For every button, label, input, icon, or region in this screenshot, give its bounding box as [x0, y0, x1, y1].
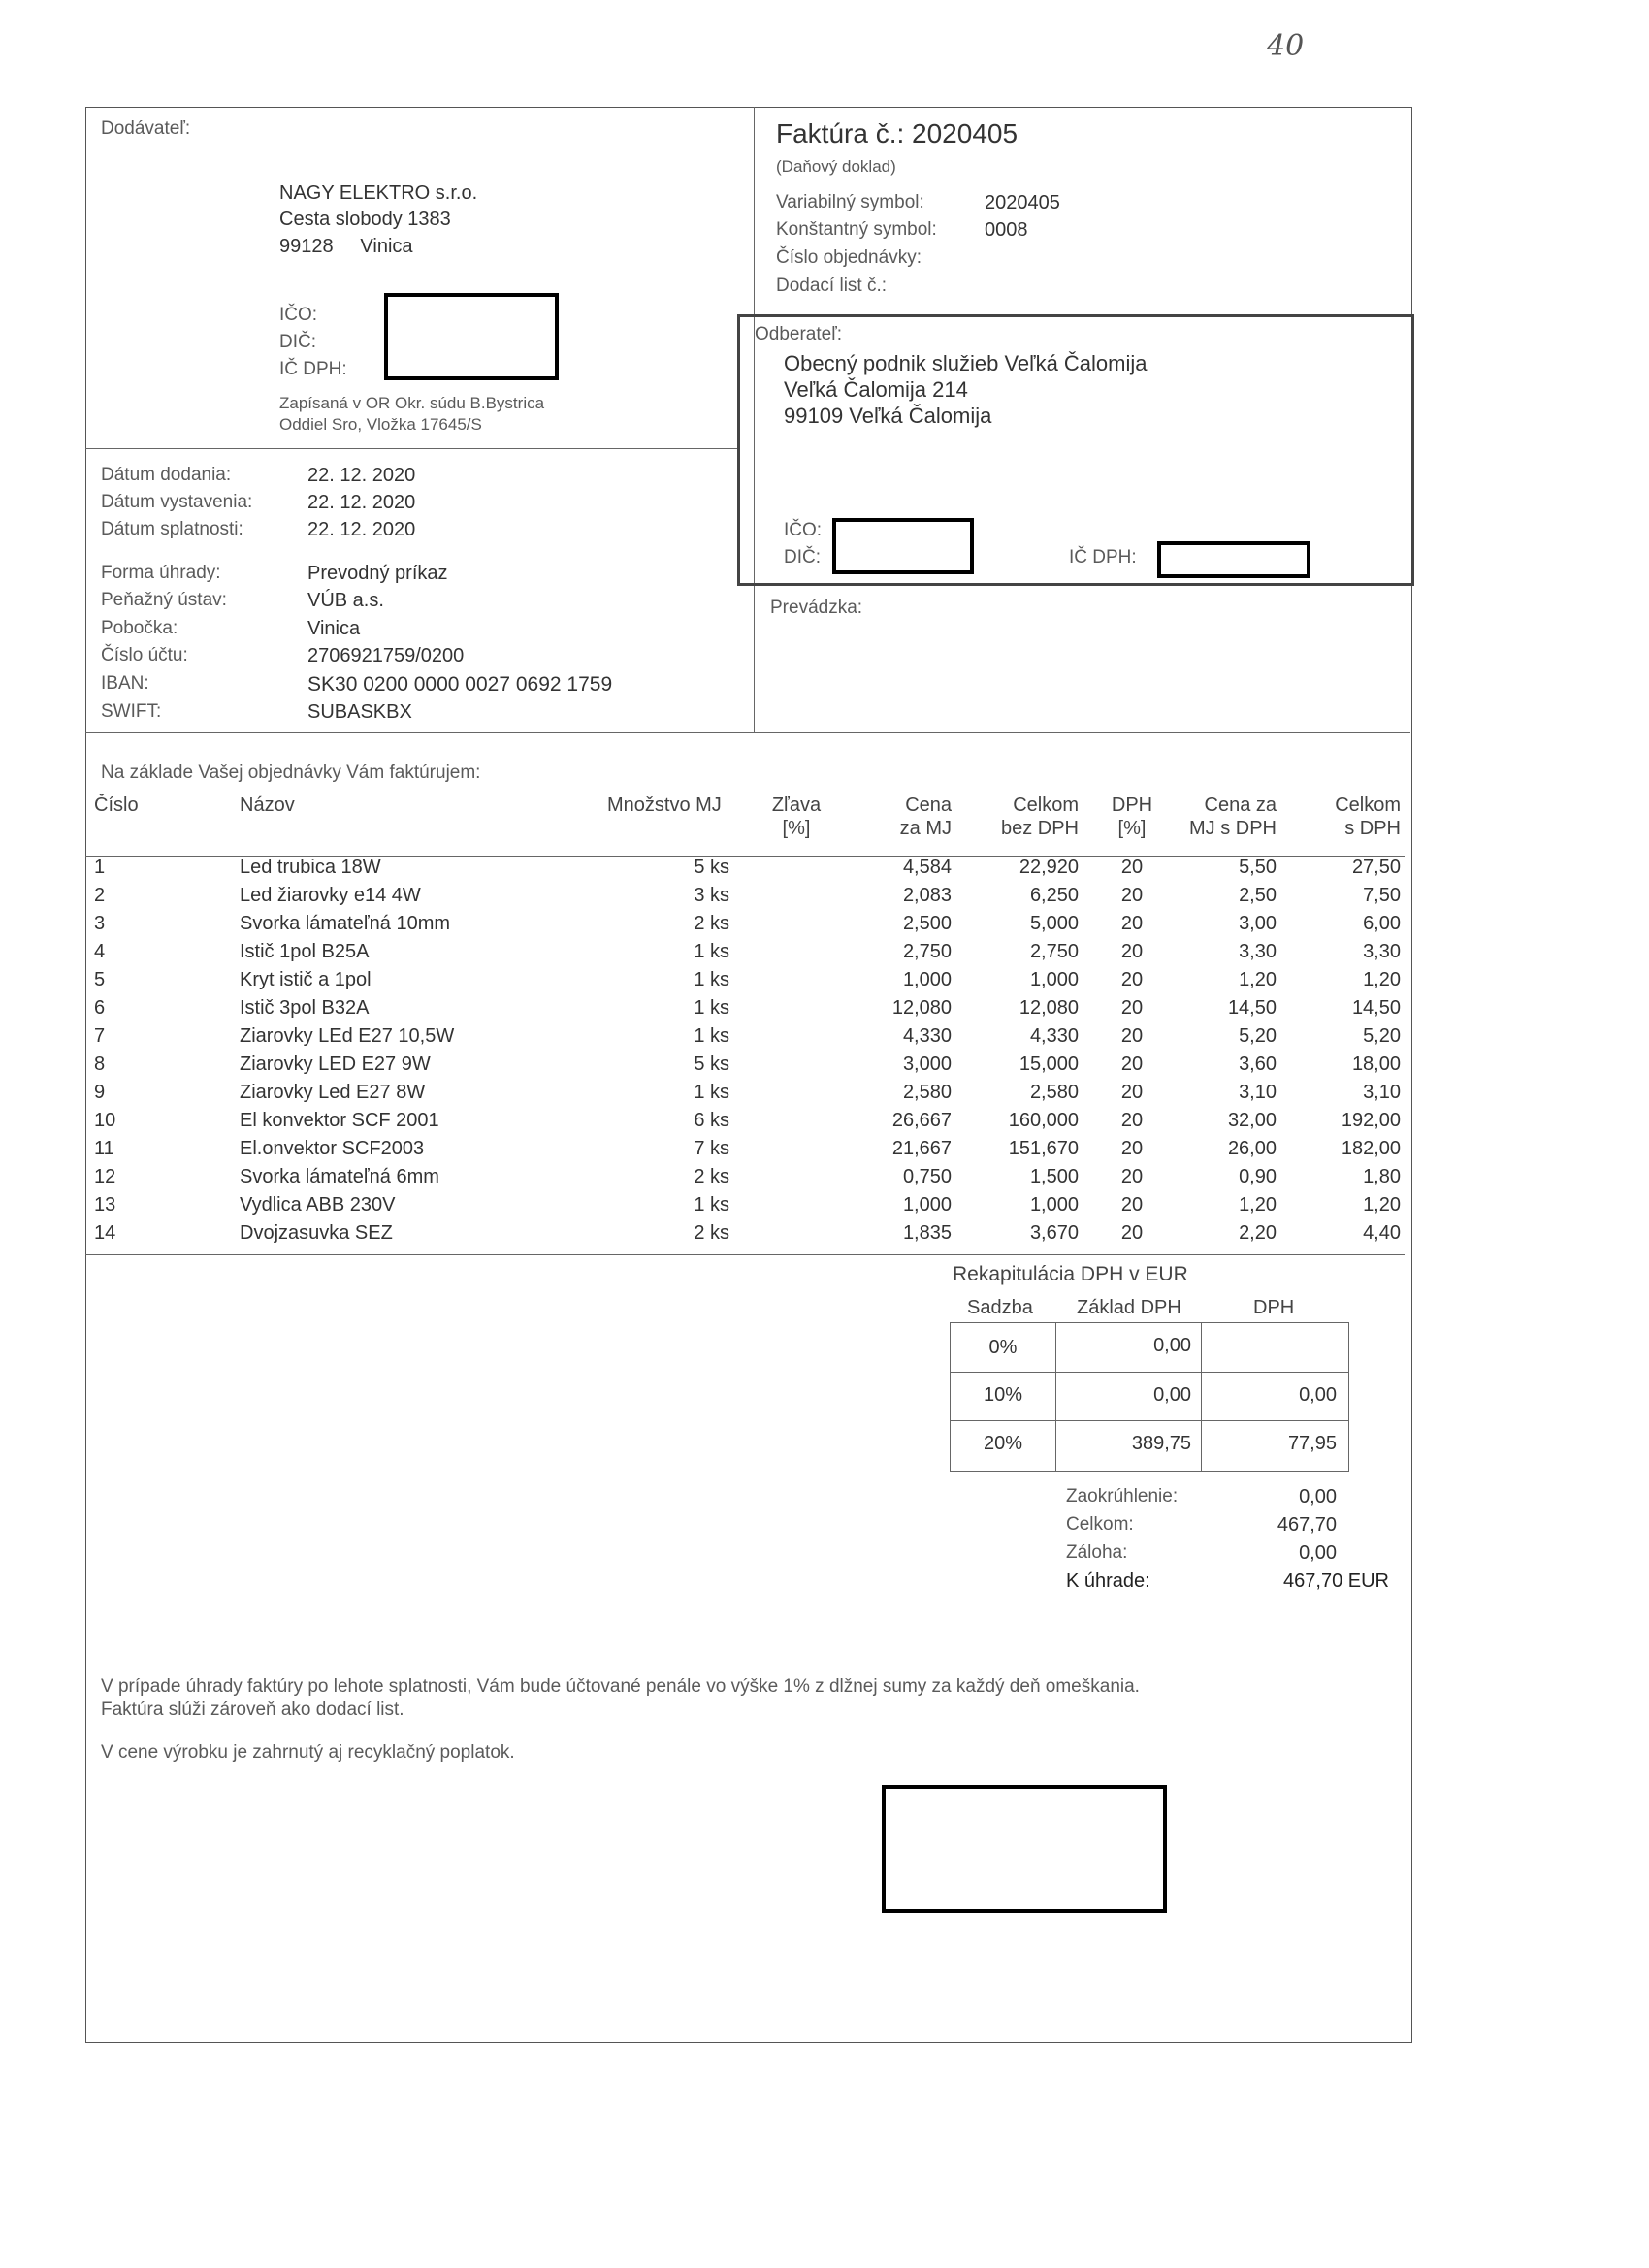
- cell-no: 1: [94, 857, 106, 878]
- cell-qty: 1 ks: [694, 1025, 729, 1047]
- supplier-dic-label: DIČ:: [279, 332, 316, 352]
- cell-unit-vat: 14,50: [1227, 997, 1277, 1019]
- col-price-vat-line2: MJ s DPH: [1189, 818, 1277, 839]
- cell-price: 21,667: [891, 1138, 952, 1159]
- cell-net: 160,000: [1008, 1110, 1079, 1131]
- supplier-name: NAGY ELEKTRO s.r.o.: [279, 182, 478, 204]
- cell-total: 3,30: [1363, 941, 1401, 962]
- cell-vat: 20: [1120, 1053, 1144, 1075]
- table-row: [0, 857, 1649, 885]
- cell-price: 2,500: [902, 913, 952, 934]
- cell-net: 22,920: [1018, 857, 1079, 878]
- col-net-line2: bez DPH: [1000, 818, 1079, 839]
- vat-summary-table: [950, 1322, 1349, 1472]
- cell-no: 14: [94, 1222, 116, 1244]
- cell-name: Svorka lámateľná 6mm: [240, 1166, 439, 1187]
- cell-qty: 3 ks: [694, 885, 729, 906]
- table-row: [0, 1194, 1649, 1222]
- cell-name: Ziarovky LEd E27 10,5W: [240, 1025, 455, 1047]
- table-row: [0, 941, 1649, 969]
- vat-amount-10: 0,00: [1299, 1384, 1337, 1406]
- cell-net: 12,080: [1018, 997, 1079, 1019]
- customer-label: Odberateľ:: [755, 324, 843, 344]
- cell-total: 1,80: [1363, 1166, 1401, 1187]
- rounding-label: Zaokrúhlenie:: [1066, 1486, 1179, 1507]
- cell-unit-vat: 3,00: [1239, 913, 1277, 934]
- supplier-ico-label: IČO:: [279, 305, 318, 325]
- cell-price: 2,083: [902, 885, 952, 906]
- cell-price: 2,580: [902, 1082, 952, 1103]
- table-row: [0, 1053, 1649, 1082]
- table-row: [0, 1222, 1649, 1250]
- cell-net: 6,250: [1029, 885, 1079, 906]
- cell-total: 192,00: [1341, 1110, 1401, 1131]
- col-price-vat-line1: Cena za: [1204, 794, 1277, 816]
- supplier-icdph-label: IČ DPH:: [279, 359, 347, 379]
- cell-qty: 5 ks: [694, 857, 729, 878]
- due-date: 22. 12. 2020: [307, 519, 416, 540]
- col-name: Názov: [240, 794, 295, 816]
- swift-label: SWIFT:: [101, 701, 162, 722]
- cell-total: 7,50: [1363, 885, 1401, 906]
- col-price-vat: [1164, 794, 1277, 840]
- cell-no: 4: [94, 941, 106, 962]
- vat-rate-0: 0%: [988, 1337, 1018, 1358]
- customer-city: 99109 Veľká Čalomija: [784, 404, 992, 428]
- cell-qty: 1 ks: [694, 1194, 729, 1215]
- cell-qty: 1 ks: [694, 969, 729, 990]
- cell-qty: 1 ks: [694, 1082, 729, 1103]
- cell-total: 18,00: [1351, 1053, 1401, 1075]
- delivery-date-label: Dátum dodania:: [101, 465, 232, 485]
- rounding-value: 0,00: [1299, 1486, 1337, 1507]
- vat-base-header: Základ DPH: [1077, 1297, 1181, 1318]
- cell-total: 27,50: [1351, 857, 1401, 878]
- col-price-line2: za MJ: [899, 818, 952, 839]
- cell-name: Vydlica ABB 230V: [240, 1194, 396, 1215]
- cell-name: Svorka lámateľná 10mm: [240, 913, 451, 934]
- col-no: Číslo: [94, 794, 139, 816]
- cell-name: Led žiarovky e14 4W: [240, 885, 421, 906]
- col-price-line1: Cena: [905, 794, 952, 816]
- items-intro: Na základe Vašej objednávky Vám faktúrujem:: [101, 762, 481, 783]
- cell-vat: 20: [1120, 1082, 1144, 1103]
- table-bottom-line: [85, 1254, 1405, 1255]
- cell-net: 15,000: [1018, 1053, 1079, 1075]
- table-row: [0, 1025, 1649, 1053]
- cell-vat: 20: [1120, 913, 1144, 934]
- col-total-vat-line1: Celkom: [1335, 794, 1401, 816]
- cell-vat: 20: [1120, 1166, 1144, 1187]
- cell-name: Istič 3pol B32A: [240, 997, 370, 1019]
- cell-vat: 20: [1120, 997, 1144, 1019]
- col-price: [854, 794, 952, 840]
- order-number-label: Číslo objednávky:: [776, 247, 922, 268]
- due-date-label: Dátum splatnosti:: [101, 519, 243, 539]
- cell-no: 9: [94, 1082, 106, 1103]
- table-row: [0, 969, 1649, 997]
- payment-method-label: Forma úhrady:: [101, 563, 221, 583]
- vat-base-0: 0,00: [1153, 1335, 1191, 1356]
- cell-unit-vat: 5,20: [1239, 1025, 1277, 1047]
- cell-net: 1,000: [1029, 1194, 1079, 1215]
- total-value: 467,70: [1277, 1514, 1337, 1536]
- cell-net: 2,580: [1029, 1082, 1079, 1103]
- redacted-signature-box: [882, 1785, 1167, 1913]
- vat-col-divider: [1055, 1323, 1056, 1471]
- cell-price: 1,835: [902, 1222, 952, 1244]
- swift-value: SUBASKBX: [307, 701, 412, 723]
- supplier-register-2: Oddiel Sro, Vložka 17645/S: [279, 415, 482, 434]
- invoice-subtitle: (Daňový doklad): [776, 157, 896, 176]
- cell-unit-vat: 5,50: [1239, 857, 1277, 878]
- cell-total: 4,40: [1363, 1222, 1401, 1244]
- cell-vat: 20: [1120, 1222, 1144, 1244]
- col-discount-line2: [%]: [782, 818, 811, 839]
- cell-net: 1,500: [1029, 1166, 1079, 1187]
- premises-label: Prevádzka:: [770, 598, 863, 618]
- delivery-note-label: Dodací list č.:: [776, 275, 888, 296]
- cell-qty: 2 ks: [694, 913, 729, 934]
- cell-net: 1,000: [1029, 969, 1079, 990]
- col-discount: [753, 794, 840, 840]
- deposit-value: 0,00: [1299, 1542, 1337, 1564]
- iban-label: IBAN:: [101, 673, 149, 694]
- vat-base-20: 389,75: [1131, 1433, 1191, 1454]
- cell-no: 7: [94, 1025, 106, 1047]
- invoice-title: Faktúra č.: 2020405: [776, 118, 1018, 148]
- cell-unit-vat: 1,20: [1239, 1194, 1277, 1215]
- cell-unit-vat: 2,20: [1239, 1222, 1277, 1244]
- cell-net: 2,750: [1029, 941, 1079, 962]
- supplier-label: Dodávateľ:: [101, 118, 191, 139]
- vat-amount-header: DPH: [1253, 1297, 1295, 1318]
- col-net-line1: Celkom: [1013, 794, 1079, 816]
- cell-name: Dvojzasuvka SEZ: [240, 1222, 393, 1244]
- cell-price: 0,750: [902, 1166, 952, 1187]
- cell-unit-vat: 3,10: [1239, 1082, 1277, 1103]
- table-row: [0, 1110, 1649, 1138]
- cell-price: 4,584: [902, 857, 952, 878]
- cell-name: Istič 1pol B25A: [240, 941, 370, 962]
- customer-ico-label: IČO:: [784, 520, 823, 540]
- cell-qty: 5 ks: [694, 1053, 729, 1075]
- cell-unit-vat: 2,50: [1239, 885, 1277, 906]
- vat-rate-10: 10%: [983, 1384, 1023, 1406]
- cell-no: 6: [94, 997, 106, 1019]
- cell-no: 13: [94, 1194, 116, 1215]
- const-symbol-value: 0008: [985, 219, 1028, 241]
- cell-vat: 20: [1120, 857, 1144, 878]
- table-row: [0, 997, 1649, 1025]
- customer-dic-label: DIČ:: [784, 547, 821, 567]
- col-total-vat-line2: s DPH: [1344, 818, 1401, 839]
- cell-vat: 20: [1120, 1110, 1144, 1131]
- cell-no: 3: [94, 913, 106, 934]
- col-discount-line1: Zľava: [771, 794, 822, 816]
- cell-net: 4,330: [1029, 1025, 1079, 1047]
- cell-vat: 20: [1120, 1025, 1144, 1047]
- total-label: Celkom:: [1066, 1514, 1134, 1535]
- delivery-date: 22. 12. 2020: [307, 465, 416, 486]
- var-symbol-label: Variabilný symbol:: [776, 192, 924, 212]
- cell-total: 6,00: [1363, 913, 1401, 934]
- customer-name: Obecný podnik služieb Veľká Čalomija: [784, 351, 1148, 375]
- var-symbol-value: 2020405: [985, 192, 1060, 213]
- cell-no: 8: [94, 1053, 106, 1075]
- cell-total: 182,00: [1341, 1138, 1401, 1159]
- bank-name: VÚB a.s.: [307, 590, 384, 611]
- table-row: [0, 1082, 1649, 1110]
- cell-price: 4,330: [902, 1025, 952, 1047]
- cell-name: El konvektor SCF 2001: [240, 1110, 439, 1131]
- branch-label: Pobočka:: [101, 618, 178, 638]
- col-qty: Množstvo MJ: [607, 794, 722, 816]
- account-label: Číslo účtu:: [101, 645, 188, 665]
- vat-amount-20: 77,95: [1287, 1433, 1337, 1454]
- cell-vat: 20: [1120, 1138, 1144, 1159]
- cell-name: Ziarovky Led E27 8W: [240, 1082, 426, 1103]
- cell-total: 14,50: [1351, 997, 1401, 1019]
- cell-no: 2: [94, 885, 106, 906]
- cell-unit-vat: 0,90: [1239, 1166, 1277, 1187]
- vat-rate-20: 20%: [983, 1433, 1023, 1454]
- col-vat-rate: [1096, 794, 1168, 840]
- cell-total: 1,20: [1363, 1194, 1401, 1215]
- cell-vat: 20: [1120, 941, 1144, 962]
- cell-vat: 20: [1120, 885, 1144, 906]
- col-net: [970, 794, 1079, 840]
- cell-no: 10: [94, 1110, 116, 1131]
- cell-name: El.onvektor SCF2003: [240, 1138, 425, 1159]
- cell-unit-vat: 1,20: [1239, 969, 1277, 990]
- cell-qty: 1 ks: [694, 997, 729, 1019]
- vat-summary-title: Rekapitulácia DPH v EUR: [953, 1263, 1188, 1285]
- cell-price: 2,750: [902, 941, 952, 962]
- table-row: [0, 1166, 1649, 1194]
- cell-net: 3,670: [1029, 1222, 1079, 1244]
- bank-label: Peňažný ústav:: [101, 590, 227, 610]
- cell-unit-vat: 26,00: [1227, 1138, 1277, 1159]
- vat-col-divider: [1201, 1323, 1202, 1471]
- account-number: 2706921759/0200: [307, 645, 465, 666]
- cell-net: 5,000: [1029, 913, 1079, 934]
- cell-qty: 6 ks: [694, 1110, 729, 1131]
- cell-unit-vat: 32,00: [1227, 1110, 1277, 1131]
- cell-total: 5,20: [1363, 1025, 1401, 1047]
- col-vat-rate-line1: DPH: [1111, 794, 1153, 816]
- vat-row-divider: [951, 1372, 1348, 1373]
- customer-street: Veľká Čalomija 214: [784, 377, 968, 402]
- cell-net: 151,670: [1008, 1138, 1079, 1159]
- const-symbol-label: Konštantný symbol:: [776, 219, 937, 240]
- cell-price: 1,000: [902, 1194, 952, 1215]
- deposit-label: Záloha:: [1066, 1542, 1128, 1563]
- cell-qty: 2 ks: [694, 1222, 729, 1244]
- cell-no: 12: [94, 1166, 116, 1187]
- table-row: [0, 885, 1649, 913]
- redacted-customer-ids: [832, 518, 974, 574]
- supplier-street: Cesta slobody 1383: [279, 209, 451, 230]
- table-row: [0, 913, 1649, 941]
- col-vat-rate-line2: [%]: [1117, 818, 1147, 839]
- vat-rate-header: Sadzba: [967, 1297, 1033, 1318]
- recycling-fee-note: V cene výrobku je zahrnutý aj recyklačný poplatok.: [101, 1742, 515, 1763]
- cell-price: 26,667: [891, 1110, 952, 1131]
- cell-name: Ziarovky LED E27 9W: [240, 1053, 431, 1075]
- cell-total: 1,20: [1363, 969, 1401, 990]
- cell-name: Led trubica 18W: [240, 857, 381, 878]
- issue-date-label: Dátum vystavenia:: [101, 492, 253, 512]
- table-row: [0, 1138, 1649, 1166]
- supplier-register-1: Zapísaná v OR Okr. súdu B.Bystrica: [279, 394, 545, 412]
- supplier-city: 99128 Vinica: [279, 236, 413, 257]
- payment-method: Prevodný príkaz: [307, 563, 448, 584]
- handwritten-note: 40: [1267, 29, 1305, 63]
- cell-qty: 2 ks: [694, 1166, 729, 1187]
- vat-row-divider: [951, 1420, 1348, 1421]
- cell-qty: 1 ks: [694, 941, 729, 962]
- cell-no: 5: [94, 969, 106, 990]
- cell-vat: 20: [1120, 1194, 1144, 1215]
- issue-date: 22. 12. 2020: [307, 492, 416, 513]
- cell-price: 12,080: [891, 997, 952, 1019]
- iban-value: SK30 0200 0000 0027 0692 1759: [307, 673, 613, 696]
- cell-unit-vat: 3,60: [1239, 1053, 1277, 1075]
- amount-due-value: 467,70 EUR: [1283, 1571, 1389, 1592]
- cell-unit-vat: 3,30: [1239, 941, 1277, 962]
- vat-base-10: 0,00: [1153, 1384, 1191, 1406]
- redacted-supplier-ids: [384, 293, 559, 380]
- cell-price: 1,000: [902, 969, 952, 990]
- branch-name: Vinica: [307, 618, 361, 639]
- cell-price: 3,000: [902, 1053, 952, 1075]
- cell-vat: 20: [1120, 969, 1144, 990]
- cell-name: Kryt istič a 1pol: [240, 969, 372, 990]
- col-total-vat: [1290, 794, 1401, 840]
- header-bottom-line: [85, 732, 1410, 733]
- late-payment-note: V prípade úhrady faktúry po lehote splatnosti, Vám bude účtované penále vo výške 1% z dlžnej sumy za každý deň omeškania.: [101, 1676, 1140, 1697]
- delivery-note-remark: Faktúra slúži zároveň ako dodací list.: [101, 1700, 404, 1720]
- customer-icdph-label: IČ DPH:: [1069, 547, 1137, 567]
- cell-qty: 7 ks: [694, 1138, 729, 1159]
- cell-no: 11: [94, 1138, 114, 1159]
- amount-due-label: K úhrade:: [1066, 1571, 1150, 1592]
- cell-total: 3,10: [1363, 1082, 1401, 1103]
- supplier-divider: [85, 448, 737, 449]
- redacted-customer-vat-id: [1157, 541, 1310, 578]
